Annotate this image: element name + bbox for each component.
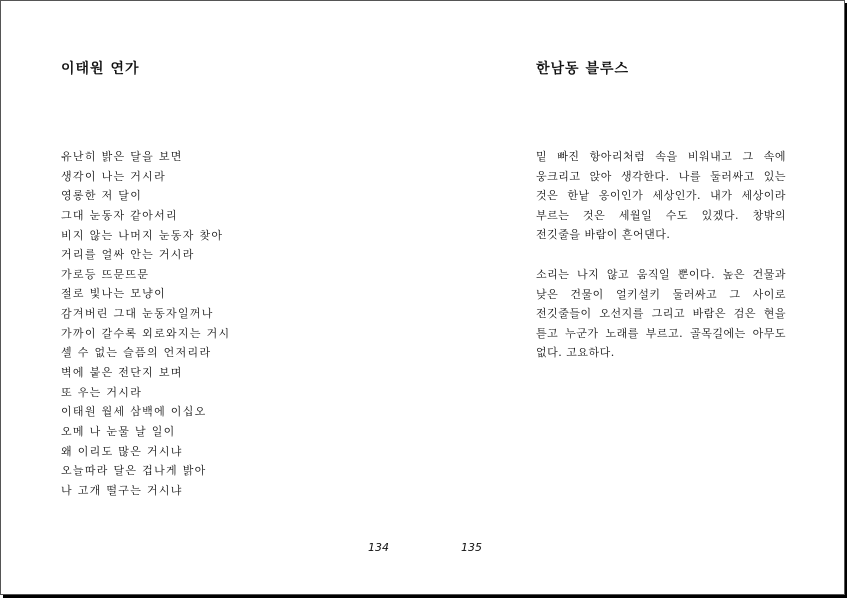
poem-line: 또 우는 거시라 [61, 385, 143, 399]
poem-line: 비지 않는 나머지 눈동자 찾아 [61, 228, 224, 242]
prose-paragraph: 밑 빠진 항아리처럼 속을 비워내고 그 속에 웅크리고 앉아 생각한다. 나를 둘러싸고 있는 것은 한낱 옹이인가 세상인가. 내가 세상이라 부르는 것은 세월일 수도 있겠다. 창밖의 전깃줄을 바람이 흔어댄다. [536, 150, 786, 242]
poem-line: 벽에 붙은 전단지 보며 [61, 366, 183, 380]
poem-line: 가로등 뜨문뜨문 [61, 267, 150, 281]
poem-line: 감겨버린 그대 눈동자일꺼나 [61, 307, 214, 321]
poem-line: 왜 이리도 많은 거시냐 [61, 444, 183, 458]
right-poem-title: 한남동 블루스 [536, 61, 630, 77]
poem-line: 생각이 나는 거시라 [61, 169, 167, 183]
poem-line: 이태원 월세 삼백에 이십오 [61, 405, 207, 419]
right-page-number: 135 [461, 541, 482, 554]
poem-line: 유난히 밝은 달을 보면 [61, 150, 183, 163]
poem-line: 가까이 갈수록 외로와지는 거시 [61, 326, 231, 340]
poem-line: 그대 눈동자 같아서리 [61, 208, 178, 222]
poem-line: 오늘따라 달은 겁나게 밝아 [61, 464, 207, 478]
left-poem-body [61, 147, 230, 501]
poem-line: 나 고개 떨구는 거시냐 [61, 483, 183, 497]
poem-line: 오메 나 눈물 날 일이 [61, 424, 176, 438]
page-shadow-bottom [3, 595, 847, 598]
prose-paragraph: 소리는 나지 않고 움직일 뿐이다. 높은 건물과 낮은 건물이 얼키설키 둘러싸고 그 사이로 전깃줄들이 오선지를 그리고 바람은 검은 현을 튿고 누군가 노래를 부르고. 골목길에는 아무도 없다. 고요하다. [536, 268, 786, 360]
poem-line: 셀 수 없는 슬픔의 언저리라 [61, 346, 212, 360]
poem-line: 거리를 얼싸 안는 거시라 [61, 248, 195, 262]
poem-line: 절로 빛나는 모냥이 [61, 287, 167, 301]
left-page-number: 134 [368, 541, 389, 554]
poem-line: 영롱한 저 달이 [61, 189, 143, 203]
left-poem-title: 이태원 연가 [61, 61, 140, 77]
